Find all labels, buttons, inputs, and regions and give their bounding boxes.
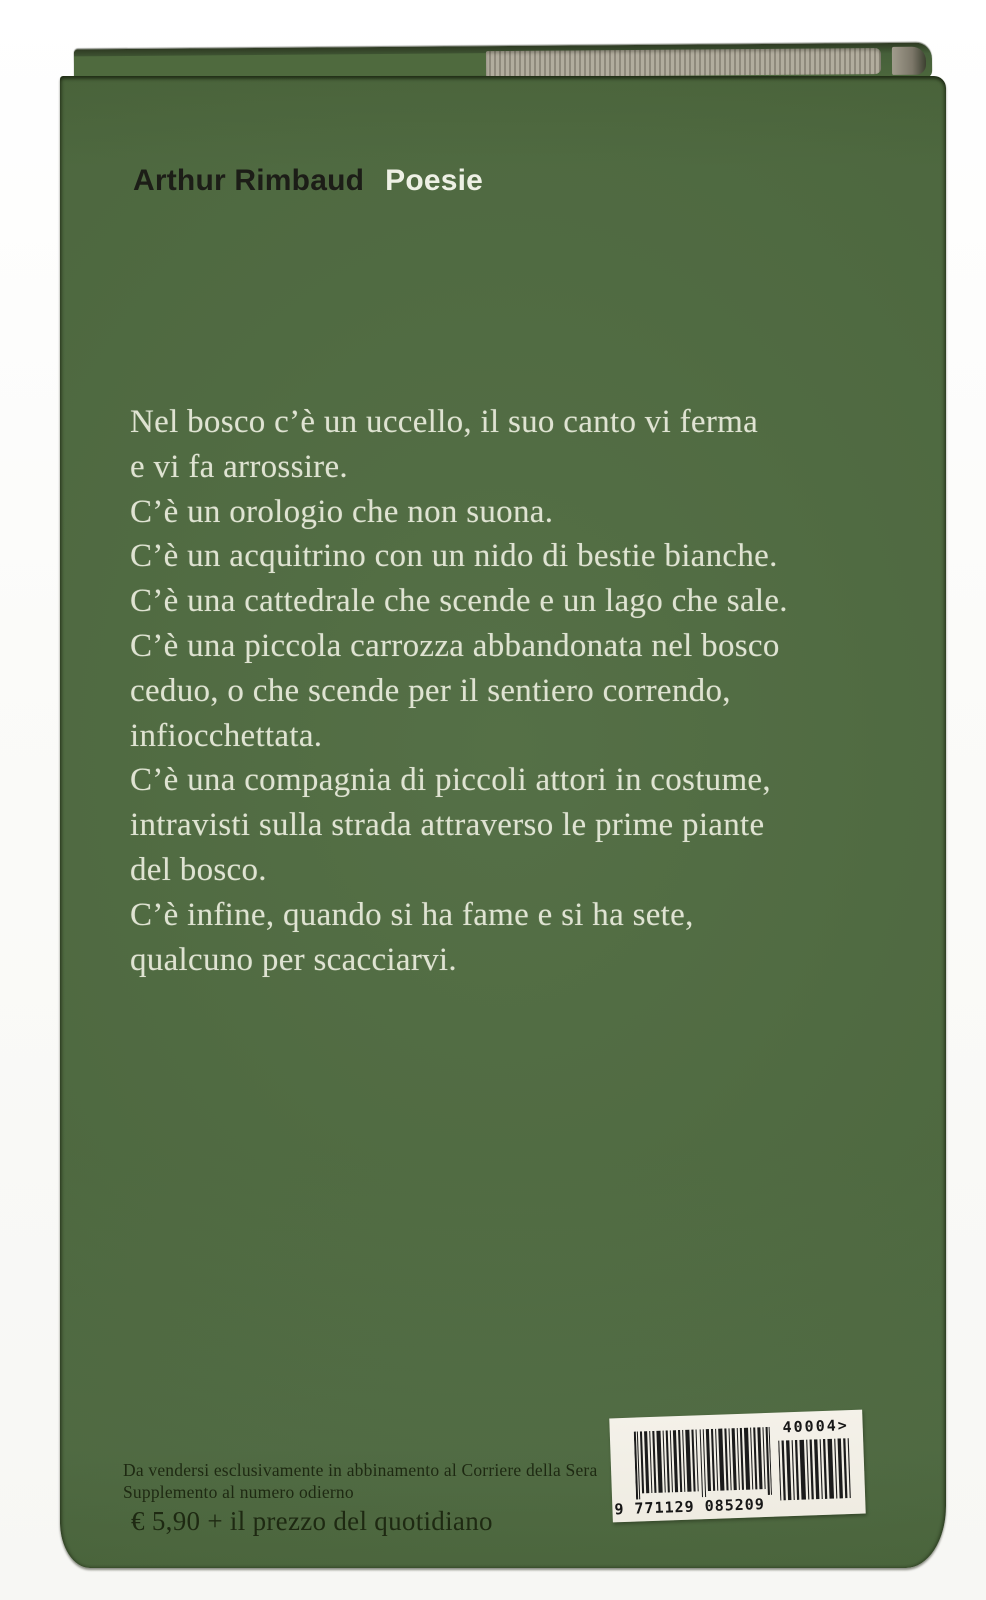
poem-line: C’è una piccola carrozza abbandonata nel bosco — [130, 627, 780, 664]
author-name: Arthur Rimbaud — [133, 164, 365, 197]
distribution-note-line2: Supplemento al numero odierno — [123, 1482, 354, 1502]
poem-line: intravisti sulla strada attraverso le prime piante — [130, 807, 765, 844]
book-back-cover — [60, 76, 946, 1568]
barcode-addon-code: 40004> — [782, 1416, 850, 1437]
poem-line: e vi fa arrossire. — [130, 448, 348, 485]
distribution-note — [123, 1459, 597, 1503]
book-pages-edge — [486, 48, 881, 77]
poem-line: del bosco. — [130, 851, 267, 888]
poem-line: Nel bosco c’è un uccello, il suo canto vi ferma — [130, 404, 759, 440]
poem-line: C’è una cattedrale che scende e un lago che sale. — [130, 583, 788, 620]
distribution-note-line1: Da vendersi esclusivamente in abbinamento al Corriere della Sera — [123, 1460, 598, 1480]
book-title: Poesie — [385, 164, 484, 197]
book-pages-corner — [892, 47, 926, 75]
poem-line: C’è un orologio che non suona. — [130, 493, 554, 530]
addon-barcode-icon — [778, 1438, 854, 1501]
poem-line: C’è una compagnia di piccoli attori in costume, — [130, 762, 771, 799]
poem-excerpt — [130, 400, 850, 982]
poem-line: C’è infine, quando si ha fame e si ha sete, — [130, 896, 694, 933]
price-text: € 5,90 + il prezzo del quotidiano — [131, 1506, 493, 1536]
ean-barcode-icon — [634, 1427, 772, 1500]
jacket-fold-top — [74, 53, 486, 78]
barcode-number: 9 771129 085209 — [614, 1495, 766, 1519]
poem-line: qualcuno per scacciarvi. — [130, 941, 457, 978]
poem-line: C’è un acquitrino con un nido di bestie bianche. — [130, 538, 778, 575]
author-title-row — [133, 164, 483, 198]
poem-line: infiocchettata. — [130, 717, 323, 754]
poem-line: ceduo, o che scende per il sentiero correndo, — [130, 672, 731, 709]
barcode-label — [609, 1410, 865, 1523]
